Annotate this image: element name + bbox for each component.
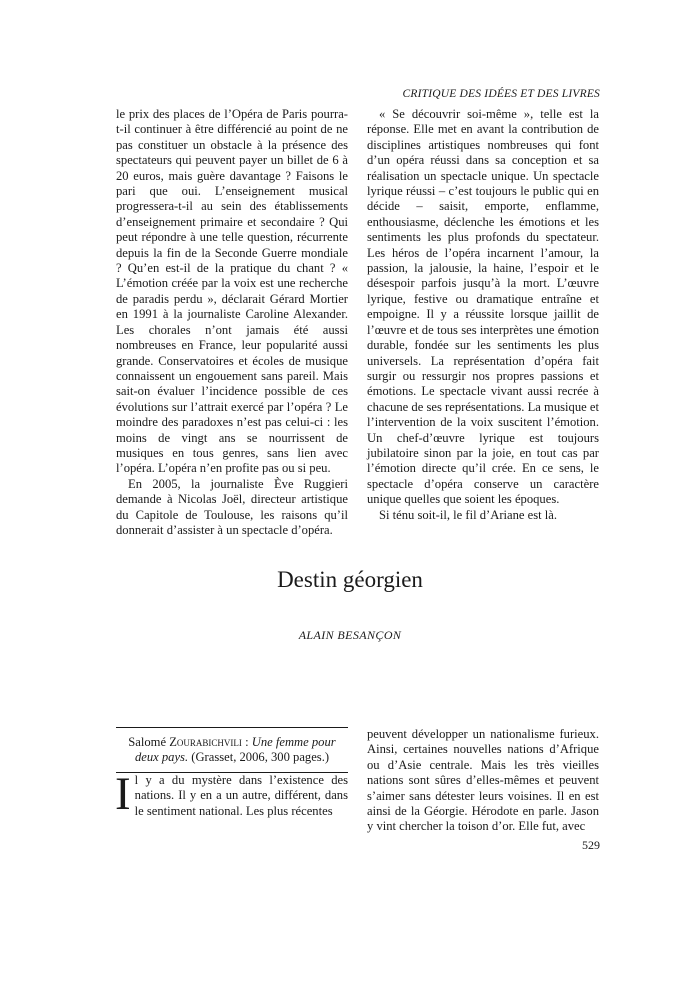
paragraph: En 2005, la journaliste Ève Ruggieri demande à Nicolas Joël, directeur artistique du Capitole de Toulouse, les raisons qu’il donnerait d’assister à un spectacle d’opéra.: [116, 476, 348, 537]
publication-info: (Grasset, 2006, 300 pages.): [191, 750, 330, 765]
paragraph: le prix des places de l’Opéra de Paris pourra-t-il continuer à être différencié au point de ne pas constituer un obstacle à la présence des spectateurs qui peuvent payer un billet de 6 à 20 euros, mais guère davantage ? Faisons le pari que oui. L’enseignement musical progressera-t-il au sein des établissements d’enseignement primaire et secondaire ? Qui peut répondre à une telle question, récurrente depuis la fin de la Seconde Guerre mondiale ? Qu’en est-il de la pratique du chant ? « L’émotion créée par la voix est une recherche de paradis perdu », déclarait Gérard Mortier en 1991 à la journaliste Caroline Alexander. Les chorales n’ont jamais été aussi nombreuses en France, leur popularité aussi grande. Conservatoires et écoles de musique connaissent un engouement sans pareil. Mais sait-on évaluer l’incidence possible de ces évolutions sur l’attrait exercé par l’opéra ? Le moindre des paradoxes n’est pas celui-ci : les moins de vingt ans se nourrissent de musiques en tous genres, sans lien avec l’opéra. L’opéra n’en profite pas ou si peu.: [116, 107, 348, 476]
paragraph: peuvent développer un nationalisme furieux. Ainsi, certaines nouvelles nations d’Afrique ou d’Asie centrale. Mais les très vieilles nations sont sûres d’elles-mêmes et peuvent s’aimer sans détester leurs voisines. Il en est ainsi de la Géorgie. Hérodote en parle. Jason y vint chercher la toison d’or. Elle fut, avec: [367, 727, 599, 834]
author-byline: ALAIN BESANÇON: [298, 628, 402, 642]
book-reference-box: [116, 727, 348, 773]
opening-paragraph: [115, 768, 348, 820]
left-column-top: [116, 107, 348, 538]
book-author-last-name: Zourabichvili: [169, 735, 242, 749]
book-author-first-name: Salomé: [128, 735, 167, 749]
left-column-bottom: [115, 768, 348, 820]
paragraph: « Se découvrir soi-même », telle est la réponse. Elle met en avant la contribution de disciplines artistiques nombreuses qui font d’un opéra réussi dans sa conception et sa réalisation un spectacle unique. Un spectacle lyrique réussi – c’est toujours le public qui en décide – saisit, emporte, enflamme, enthousiasme, déclenche les émotions et les sentiments les plus profonds du spectateur. Les héros de l’opéra incarnent l’amour, la passion, la jalousie, la haine, l’espoir et le désespoir parfois jusqu’à la mort. L’œuvre lyrique, festive ou dramatique entraîne et empoigne. Il y a réussite lorsque jaillit de l’œuvre et de tous ses interprètes une émotion durable, fondée sur les sentiments les plus universels. La représentation d’opéra fait surgir ou ressurgir nos propres passions et émotions. Le spectacle vivant aussi recrée à chacune de ses représentations. La musique et l’intervention de la voix suscitent l’émotion. Un chef-d’œuvre lyrique est toujours jubilatoire sinon par la joie, en tout cas par l’émotion directe qu’il crée. En ce sens, le spectacle d’opéra conserve un caractère unique quelles que soient les époques.: [367, 107, 599, 507]
opening-text: l y a du mystère dans l’existence des nations. Il y en a un autre, différent, dans le sentiment national. Les plus récentes: [134, 773, 348, 818]
page-number: 529: [582, 838, 600, 852]
right-column-bottom: [367, 727, 599, 835]
separator: :: [241, 735, 252, 749]
book-title: Une femme pour deux pays.: [134, 735, 336, 765]
paragraph: Si ténu soit-il, le fil d’Ariane est là.: [379, 507, 558, 522]
right-column-top: [367, 107, 599, 523]
article-title: Destin géorgien: [277, 567, 423, 592]
drop-cap: I: [115, 768, 131, 820]
running-head: CRITIQUE DES IDÉES ET DES LIVRES: [402, 88, 600, 100]
